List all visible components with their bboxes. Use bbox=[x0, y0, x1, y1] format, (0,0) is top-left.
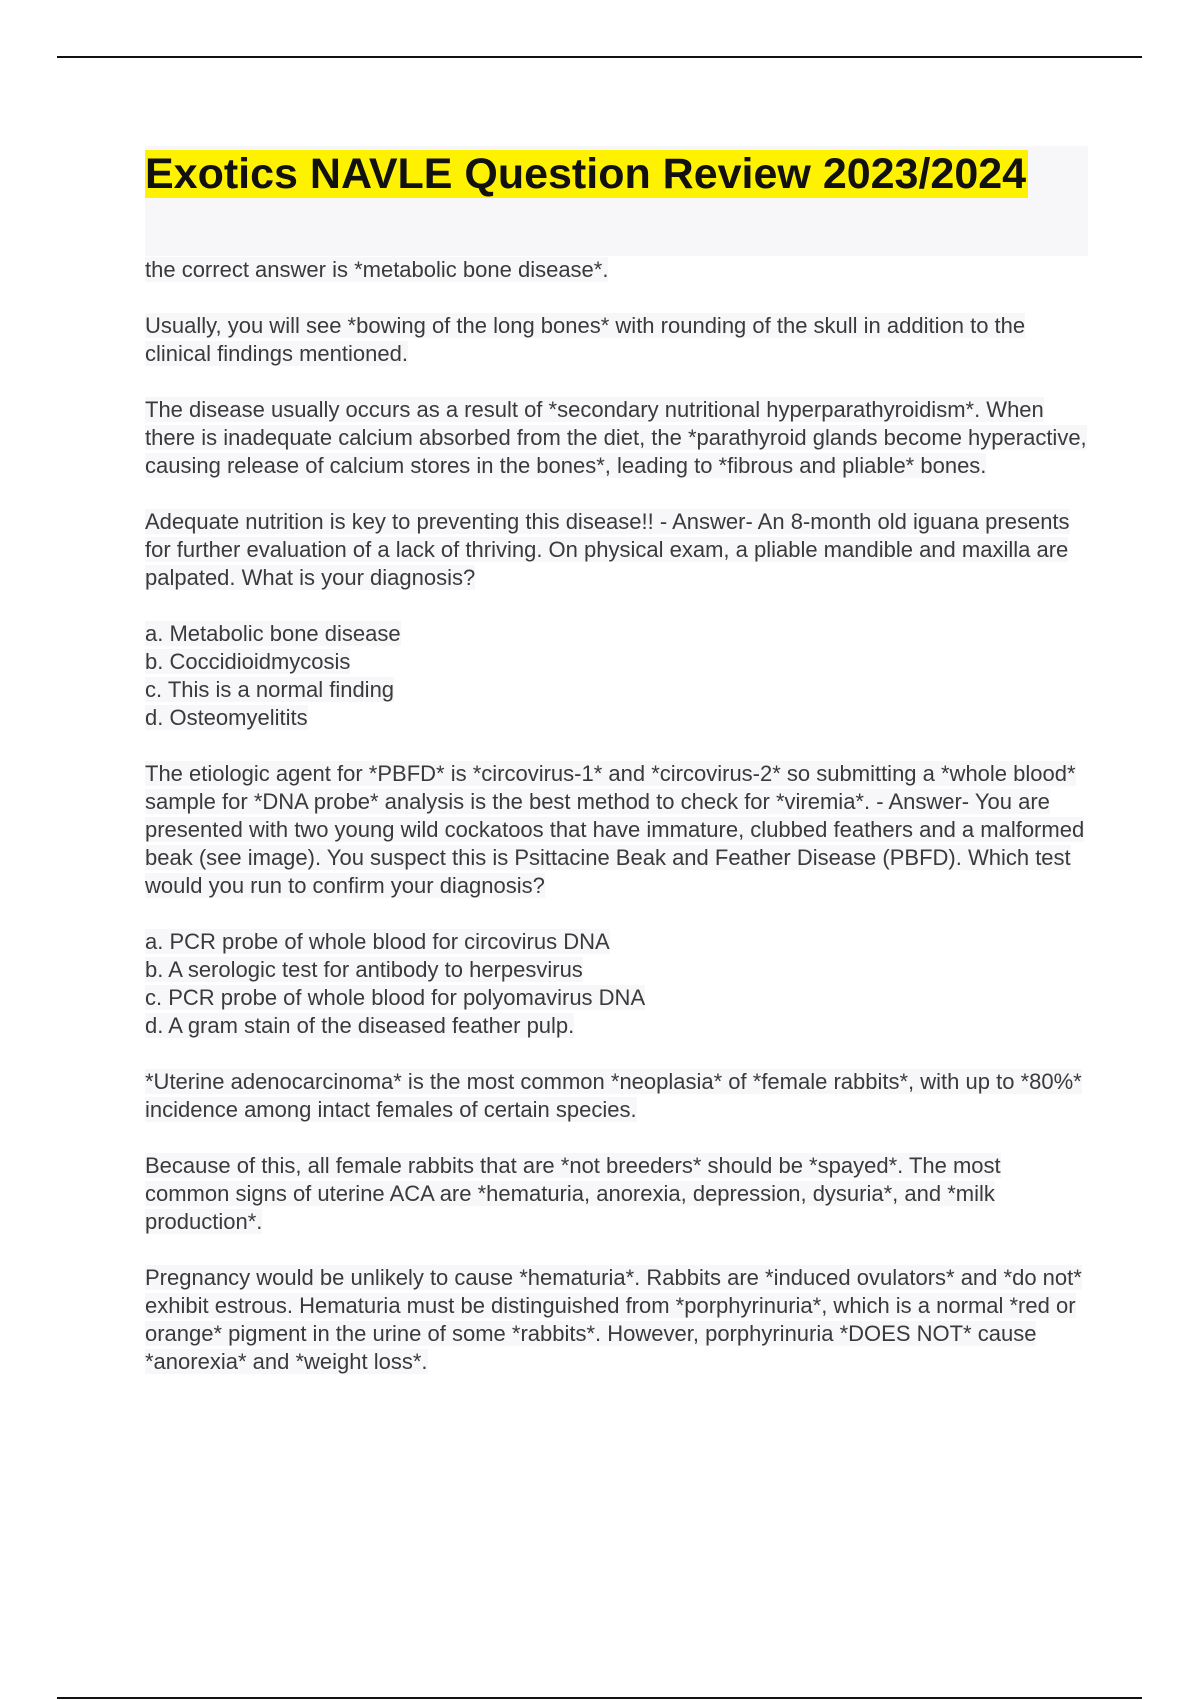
document-body bbox=[145, 146, 1088, 1376]
answer-options-2 bbox=[145, 928, 1088, 1040]
paragraph: The etiologic agent for *PBFD* is *circovirus-1* and *circovirus-2* so submitting a *whole blood* sample for *DNA probe* analysis is the best method to check for *viremia*. - Answer- You are presented with two young wild cockatoos that have immature, clubbed feathers and a malformed beak (see image). You suspect this is Psittacine Beak and Feather Disease (PBFD). Which test would you run to confirm your diagnosis? bbox=[145, 761, 1085, 898]
paragraph: Adequate nutrition is key to preventing this disease!! - Answer- An 8-month old iguana presents for further evaluation of a lack of thriving. On physical exam, a pliable mandible and maxilla are palpated. What is your diagnosis? bbox=[145, 509, 1070, 590]
paragraph: The disease usually occurs as a result of *secondary nutritional hyperparathyroidism*. When there is inadequate calcium absorbed from the diet, the *parathyroid glands become hyperactive, causing release of calcium stores in the bones*, leading to *fibrous and pliable* bones. bbox=[145, 397, 1087, 478]
answer-option: a. Metabolic bone disease bbox=[145, 621, 401, 646]
paragraph: Usually, you will see *bowing of the long bones* with rounding of the skull in addition to the clinical findings mentioned. bbox=[145, 313, 1026, 366]
document-title bbox=[145, 146, 1088, 202]
title-highlight: Exotics NAVLE Question Review 2023/2024 bbox=[145, 150, 1027, 198]
answer-option: b. A serologic test for antibody to herpesvirus bbox=[145, 957, 583, 982]
answer-option: c. This is a normal finding bbox=[145, 677, 395, 702]
answer-option: a. PCR probe of whole blood for circovirus DNA bbox=[145, 929, 610, 954]
title-block bbox=[145, 146, 1088, 256]
answer-option: d. A gram stain of the diseased feather pulp. bbox=[145, 1013, 575, 1038]
paragraph: Because of this, all female rabbits that are *not breeders* should be *spayed*. The most common signs of uterine ACA are *hematuria, anorexia, depression, dysuria*, and *milk production*. bbox=[145, 1153, 1001, 1234]
answer-option: d. Osteomyelitits bbox=[145, 705, 308, 730]
body-text bbox=[145, 256, 1088, 1376]
paragraph: the correct answer is *metabolic bone disease*. bbox=[145, 257, 609, 282]
answer-option: c. PCR probe of whole blood for polyomavirus DNA bbox=[145, 985, 646, 1010]
top-rule bbox=[57, 56, 1142, 58]
bottom-rule bbox=[57, 1697, 1142, 1699]
answer-options-1 bbox=[145, 620, 1088, 732]
paragraph: *Uterine adenocarcinoma* is the most common *neoplasia* of *female rabbits*, with up to *80%* incidence among intact females of certain species. bbox=[145, 1069, 1082, 1122]
answer-option: b. Coccidioidmycosis bbox=[145, 649, 351, 674]
paragraph: Pregnancy would be unlikely to cause *hematuria*. Rabbits are *induced ovulators* and *do not* exhibit estrous. Hematuria must be distinguished from *porphyrinuria*, which is a normal *red or orange* pigment in the urine of some *rabbits*. However, porphyrinuria *DOES NOT* cause *anorexia* and *weight loss*. bbox=[145, 1265, 1082, 1374]
